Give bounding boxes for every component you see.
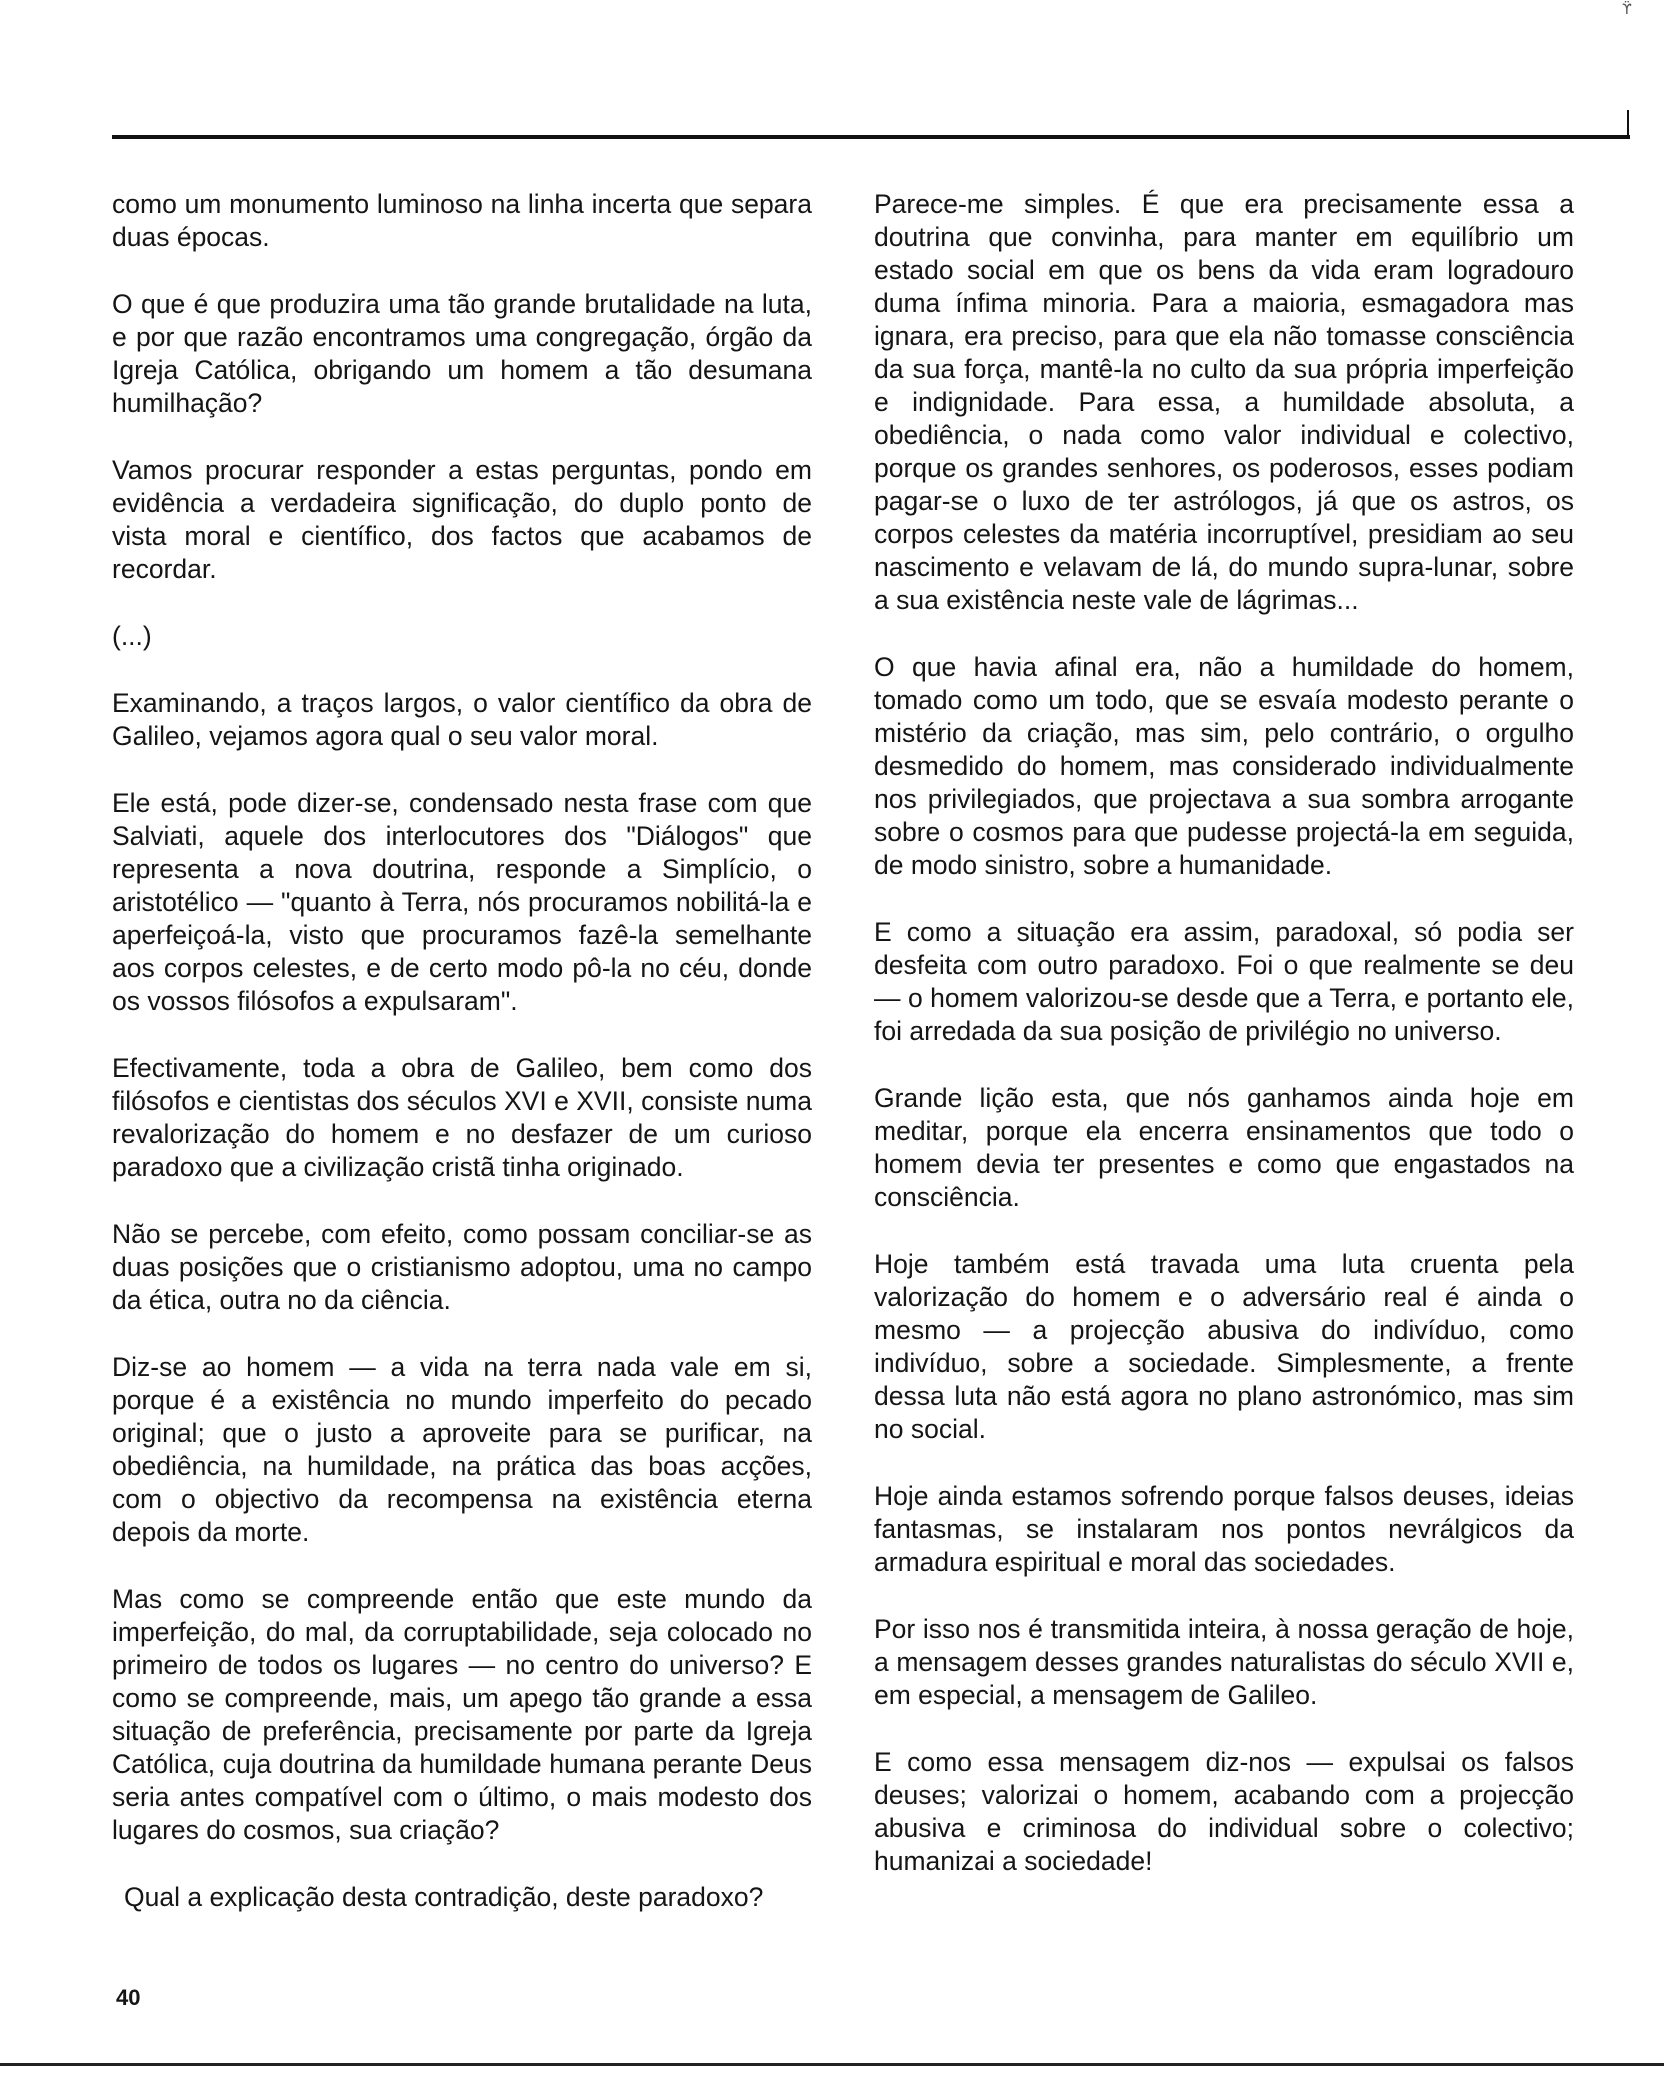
corner-mark: ϔ	[1622, 2, 1632, 18]
paragraph: Por isso nos é transmitida inteira, à nossa geração de hoje, a mensagem desses grandes naturalistas do século XVII e, em especial, a mensagem de Galileo.	[874, 1614, 1574, 1710]
paragraph: Vamos procurar responder a estas perguntas, pondo em evidência a verdadeira significação, do duplo ponto de vista moral e científico, dos factos que acabamos de recordar.	[112, 455, 812, 584]
footer-rule	[0, 2063, 1664, 2066]
left-column	[112, 188, 812, 1948]
paragraph-question: Qual a explicação desta contradição, deste paradoxo?	[124, 1882, 764, 1912]
paragraph: Grande lição esta, que nós ganhamos ainda hoje em meditar, porque ela encerra ensinamentos que todo o homem devia ter presentes e como que engastados na consciência.	[874, 1083, 1574, 1212]
paragraph: Parece-me simples. É que era precisamente essa a doutrina que convinha, para manter em equilíbrio um estado social em que os bens da vida eram logradouro duma ínfima minoria. Para a maioria, esmagadora mas ignara, era preciso, para que ela não tomasse consciência da sua força, mantê-la no culto da sua própria imperfeição e indignidade. Para essa, a humildade absoluta, a obediência, o nada como valor individual e colectivo, porque os grandes senhores, os poderosos, esses podiam pagar-se o luxo de ter astrólogos, já que os astros, os corpos celestes da matéria incorruptível, presidiam ao seu nascimento e velavam de lá, do mundo supra-lunar, sobre a sua existência neste vale de lágrimas...	[874, 189, 1574, 615]
paragraph: E como a situação era assim, paradoxal, só podia ser desfeita com outro paradoxo. Foi o que realmente se deu — o homem valorizou-se desde que a Terra, e portanto ele, foi arredada da sua posição de privilégio no universo.	[874, 917, 1574, 1046]
paragraph: Ele está, pode dizer-se, condensado nesta frase com que Salviati, aquele dos interlocutores dos "Diálogos" que representa a nova doutrina, responde a Simplício, o aristotélico — "quanto à Terra, nós procuramos nobilitá-la e aperfeiçoá-la, visto que procuramos fazê-la semelhante aos corpos celestes, e de certo modo pô-la no céu, donde os vossos filósofos a expulsaram".	[112, 788, 812, 1016]
paragraph: O que havia afinal era, não a humildade do homem, tomado como um todo, que se esvaía modesto perante o mistério da criação, mas sim, pelo contrário, o orgulho desmedido do homem, mas considerado individualmente nos privilegiados, que projectava a sua sombra arrogante sobre o cosmos para que pudesse projectá-la em seguida, de modo sinistro, sobre a humanidade.	[874, 652, 1574, 880]
paragraph-ellipsis: (...)	[112, 621, 152, 651]
paragraph: Efectivamente, toda a obra de Galileo, bem como dos filósofos e cientistas dos séculos XVI e XVII, consiste numa revalorização do homem e no desfazer de um curioso paradoxo que a civilização cristã tinha originado.	[112, 1053, 812, 1182]
paragraph: Diz-se ao homem — a vida na terra nada vale em si, porque é a existência no mundo imperfeito do pecado original; que o justo a aproveite para se purificar, na obediência, na humildade, na prática das boas acções, com o objectivo da recompensa na existência eterna depois da morte.	[112, 1352, 812, 1547]
paragraph: Hoje ainda estamos sofrendo porque falsos deuses, ideias fantasmas, se instalaram nos pontos nevrálgicos da armadura espiritual e moral das sociedades.	[874, 1481, 1574, 1577]
paragraph: O que é que produzira uma tão grande brutalidade na luta, e por que razão encontramos uma congregação, órgão da Igreja Católica, obrigando um homem a tão desumana humilhação?	[112, 289, 812, 418]
header-rule-tick	[1627, 110, 1629, 138]
page-number: 40	[116, 1985, 141, 2010]
right-column	[874, 188, 1574, 1912]
header-rule	[112, 135, 1630, 139]
paragraph: Examinando, a traços largos, o valor científico da obra de Galileo, vejamos agora qual o seu valor moral.	[112, 688, 812, 751]
paragraph: E como essa mensagem diz-nos — expulsai os falsos deuses; valorizai o homem, acabando com a projecção abusiva e criminosa do individual sobre o colectivo; humanizai a sociedade!	[874, 1747, 1574, 1876]
paragraph: como um monumento luminoso na linha incerta que separa duas épocas.	[112, 189, 812, 252]
paragraph: Não se percebe, com efeito, como possam conciliar-se as duas posições que o cristianismo adoptou, uma no campo da ética, outra no da ciência.	[112, 1219, 812, 1315]
paragraph: Hoje também está travada uma luta cruenta pela valorização do homem e o adversário real é ainda o mesmo — a projecção abusiva do indivíduo, como indivíduo, sobre a sociedade. Simplesmente, a frente dessa luta não está agora no plano astronómico, mas sim no social.	[874, 1249, 1574, 1444]
paragraph: Mas como se compreende então que este mundo da imperfeição, do mal, da corruptabilidade, seja colocado no primeiro de todos os lugares — no centro do universo? E como se compreende, mais, um apego tão grande a essa situação de preferência, precisamente por parte da Igreja Católica, cuja doutrina da humildade humana perante Deus seria antes compatível com o último, o mais modesto dos lugares do cosmos, sua criação?	[112, 1584, 812, 1845]
